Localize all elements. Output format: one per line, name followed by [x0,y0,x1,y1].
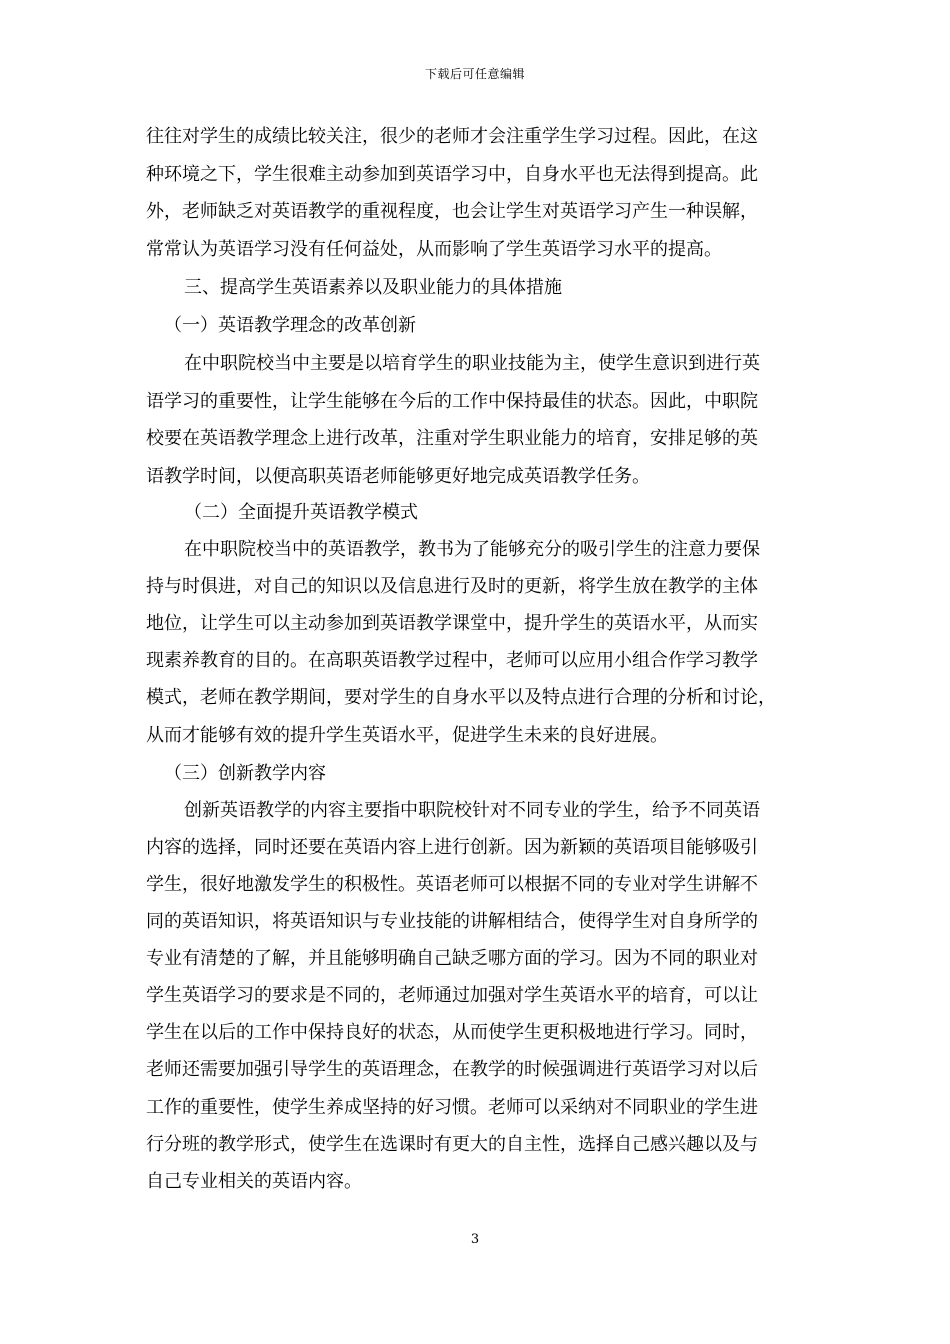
body-line: 在中职院校当中的英语教学，教书为了能够充分的吸引学生的注意力要保 [184,539,760,560]
body-line: 学生，很好地激发学生的积极性。英语老师可以根据不同的专业对学生讲解不 [146,874,758,895]
body-line: 同的英语知识，将英语知识与专业技能的讲解相结合，使得学生对自身所学的 [146,911,758,932]
body-line: 内容的选择，同时还要在英语内容上进行创新。因为新颖的英语项目能够吸引 [146,837,758,858]
page-header: 下载后可任意编辑 [424,67,525,81]
subsection-heading: （一）英语教学理念的改革创新 [164,315,416,336]
body-line: 行分班的教学形式，使学生在选课时有更大的自主性，选择自己感兴趣以及与 [146,1134,758,1155]
body-line: 从而才能够有效的提升学生英语水平，促进学生未来的良好进展。 [146,725,668,746]
body-line: 创新英语教学的内容主要指中职院校针对不同专业的学生，给予不同英语 [184,800,760,821]
body-line: 外，老师缺乏对英语教学的重视程度，也会让学生对英语学习产生一种误解， [146,201,758,222]
section-heading: 三、提高学生英语素养以及职业能力的具体措施 [184,277,562,298]
subsection-heading: （二）全面提升英语教学模式 [184,502,418,523]
page-number: 3 [470,1232,480,1247]
body-line: 常常认为英语学习没有任何益处，从而影响了学生英语学习水平的提高。 [146,239,722,260]
body-line: 在中职院校当中主要是以培育学生的职业技能为主，使学生意识到进行英 [184,353,760,374]
body-line: 持与时俱进，对自己的知识以及信息进行及时的更新，将学生放在教学的主体 [146,576,758,597]
body-line: 种环境之下，学生很难主动参加到英语学习中，自身水平也无法得到提高。此 [146,164,758,185]
body-line: 现素养教育的目的。在高职英语教学过程中，老师可以应用小组合作学习教学 [146,650,758,671]
body-line: 专业有清楚的了解，并且能够明确自己缺乏哪方面的学习。因为不同的职业对 [146,948,758,969]
subsection-heading: （三）创新教学内容 [164,763,326,784]
body-line: 学生英语学习的要求是不同的，老师通过加强对学生英语水平的培育，可以让 [146,985,758,1006]
body-line: 语教学时间，以便高职英语老师能够更好地完成英语教学任务。 [146,466,650,487]
body-line: 老师还需要加强引导学生的英语理念，在教学的时候强调进行英语学习对以后 [146,1059,758,1080]
body-line: 学生在以后的工作中保持良好的状态，从而使学生更积极地进行学习。同时， [146,1022,758,1043]
body-line: 自己专业相关的英语内容。 [146,1171,362,1192]
body-line: 往往对学生的成绩比较关注，很少的老师才会注重学生学习过程。因此，在这 [146,126,758,147]
body-line: 校要在英语教学理念上进行改革，注重对学生职业能力的培育，安排足够的英 [146,428,758,449]
body-line: 语学习的重要性，让学生能够在今后的工作中保持最佳的状态。因此，中职院 [146,391,758,412]
body-line: 模式，老师在教学期间，要对学生的自身水平以及特点进行合理的分析和讨论， [146,687,776,708]
body-line: 地位，让学生可以主动参加到英语教学课堂中，提升学生的英语水平，从而实 [146,613,758,634]
body-line: 工作的重要性，使学生养成坚持的好习惯。老师可以采纳对不同职业的学生进 [146,1097,758,1118]
